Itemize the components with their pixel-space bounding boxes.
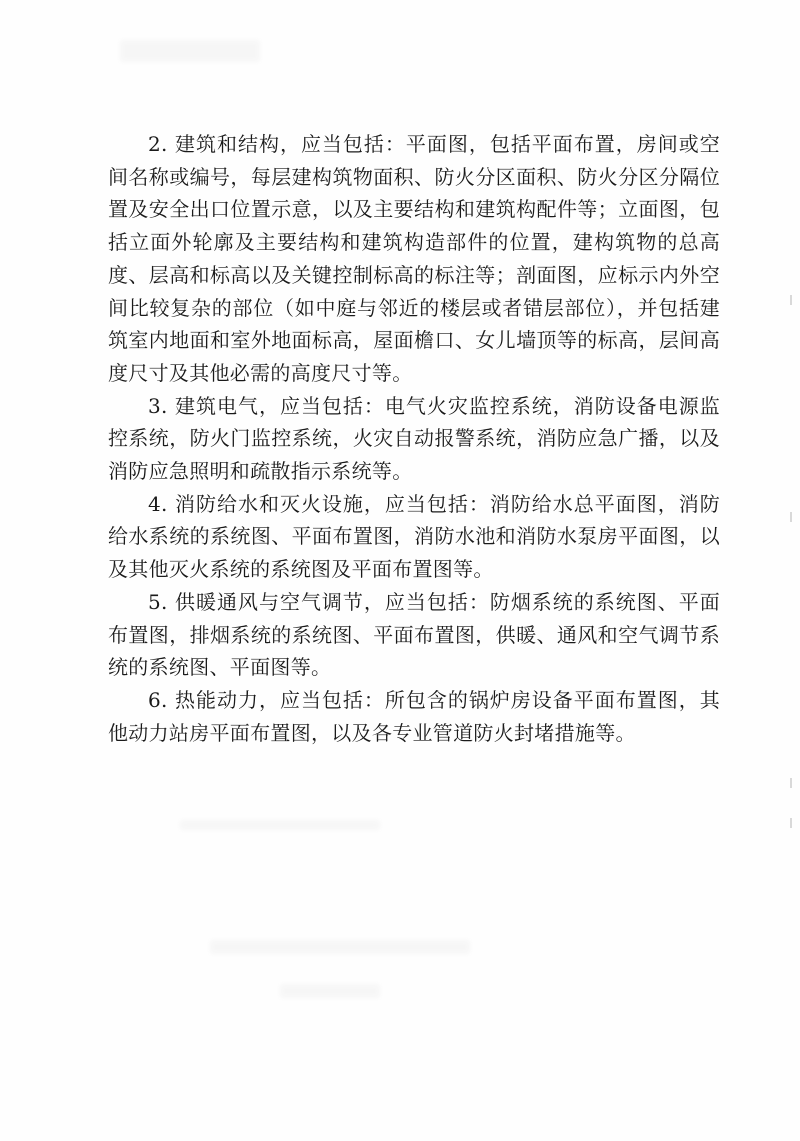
paragraph-building-structure: 2. 建筑和结构，应当包括：平面图，包括平面布置，房间或空间名称或编号，每层建构筑物面积、防火分区面积、防火分区分隔位置及安全出口位置示意，以及主要结构和建筑构配件等；立面图，包括立面外轮廓及主要结构和建筑构造部件的位置，建构筑物的总高度、层高和标高以及关键控制标高的标注等；剖面图，应标示内外空间比较复杂的部位（如中庭与邻近的楼层或者错层部位），并包括建筑室内地面和室外地面标高，屋面檐口、女儿墙顶等的标高，层间高度尺寸及其他必需的高度尺寸等。 <box>108 132 720 385</box>
paragraph-fire-water: 4. 消防给水和灭火设施，应当包括：消防给水总平面图，消防给水系统的系统图、平面布置图，消防水池和消防水泵房平面图，以及其他灭火系统的系统图及平面布置图等。 <box>108 491 720 582</box>
scan-edge-mark <box>790 818 796 828</box>
paragraph-thermal-power: 6. 热能动力，应当包括：所包含的锅炉房设备平面布置图，其他动力站房平面布置图，以及各专业管道防火封堵措施等。 <box>108 687 720 745</box>
paragraph-electrical: 3. 建筑电气，应当包括：电气火灾监控系统，消防设备电源监控系统，防火门监控系统，火灾自动报警系统，消防应急广播，以及消防应急照明和疏散指示系统等。 <box>108 393 720 484</box>
scan-edge-mark <box>790 778 796 788</box>
scan-edge-mark <box>790 295 796 305</box>
bleed-through-mark <box>280 984 380 998</box>
document-body <box>108 128 720 749</box>
bleed-through-mark <box>210 940 470 954</box>
bleed-through-mark <box>180 820 380 830</box>
paragraph-hvac: 5. 供暖通风与空气调节，应当包括：防烟系统的系统图、平面布置图，排烟系统的系统图、平面布置图，供暖、通风和空气调节系统的系统图、平面图等。 <box>108 589 720 680</box>
scan-edge-mark <box>790 512 796 522</box>
bleed-through-mark <box>120 40 260 62</box>
